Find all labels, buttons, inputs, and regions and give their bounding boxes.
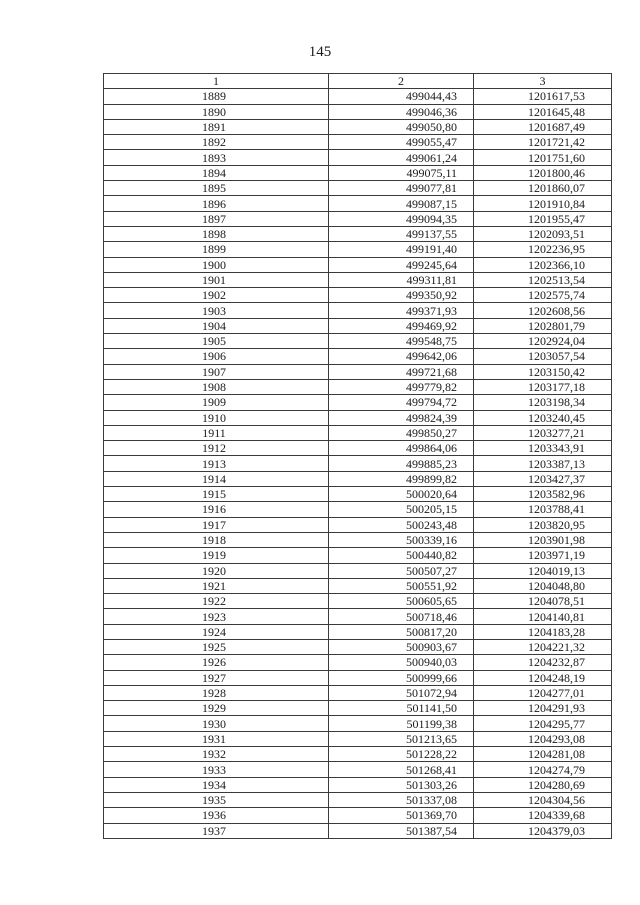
point-number-cell: 1917 <box>104 517 329 532</box>
table-row <box>104 594 612 609</box>
y-coordinate-cell: 1201687,49 <box>474 119 612 134</box>
point-number-cell: 1931 <box>104 731 329 746</box>
table-row <box>104 762 612 777</box>
table-row <box>104 532 612 547</box>
point-number-cell: 1918 <box>104 532 329 547</box>
table-row <box>104 792 612 807</box>
point-number-cell: 1914 <box>104 471 329 486</box>
x-coordinate-cell: 500940,03 <box>329 655 474 670</box>
y-coordinate-cell: 1204304,56 <box>474 792 612 807</box>
y-coordinate-cell: 1203427,37 <box>474 471 612 486</box>
x-coordinate-cell: 501303,26 <box>329 777 474 792</box>
table-row <box>104 425 612 440</box>
y-coordinate-cell: 1204291,93 <box>474 701 612 716</box>
table-row <box>104 303 612 318</box>
y-coordinate-cell: 1204295,77 <box>474 716 612 731</box>
point-number-cell: 1892 <box>104 135 329 150</box>
x-coordinate-cell: 501337,08 <box>329 792 474 807</box>
y-coordinate-cell: 1203788,41 <box>474 502 612 517</box>
table-row <box>104 226 612 241</box>
y-coordinate-cell: 1204221,32 <box>474 639 612 654</box>
table-row <box>104 104 612 119</box>
table-row <box>104 181 612 196</box>
column-header-point-number: 1 <box>104 74 329 89</box>
x-coordinate-cell: 499469,92 <box>329 318 474 333</box>
y-coordinate-cell: 1204183,28 <box>474 624 612 639</box>
y-coordinate-cell: 1201617,53 <box>474 89 612 104</box>
y-coordinate-cell: 1201910,84 <box>474 196 612 211</box>
point-number-cell: 1895 <box>104 181 329 196</box>
table-row <box>104 288 612 303</box>
y-coordinate-cell: 1203343,91 <box>474 441 612 456</box>
x-coordinate-cell: 500999,66 <box>329 670 474 685</box>
y-coordinate-cell: 1202093,51 <box>474 226 612 241</box>
x-coordinate-cell: 501369,70 <box>329 808 474 823</box>
x-coordinate-cell: 499046,36 <box>329 104 474 119</box>
table-row <box>104 701 612 716</box>
table-row <box>104 747 612 762</box>
x-coordinate-cell: 500605,65 <box>329 594 474 609</box>
x-coordinate-cell: 500903,67 <box>329 639 474 654</box>
y-coordinate-cell: 1202801,79 <box>474 318 612 333</box>
point-number-cell: 1894 <box>104 165 329 180</box>
x-coordinate-cell: 500020,64 <box>329 487 474 502</box>
table-row <box>104 150 612 165</box>
table-row <box>104 165 612 180</box>
y-coordinate-cell: 1204281,08 <box>474 747 612 762</box>
y-coordinate-cell: 1203277,21 <box>474 425 612 440</box>
table-row <box>104 441 612 456</box>
y-coordinate-cell: 1204140,81 <box>474 609 612 624</box>
point-number-cell: 1901 <box>104 272 329 287</box>
point-number-cell: 1927 <box>104 670 329 685</box>
x-coordinate-cell: 501268,41 <box>329 762 474 777</box>
x-coordinate-cell: 500243,48 <box>329 517 474 532</box>
table-row <box>104 502 612 517</box>
point-number-cell: 1910 <box>104 410 329 425</box>
table-row <box>104 777 612 792</box>
y-coordinate-cell: 1202513,54 <box>474 272 612 287</box>
y-coordinate-cell: 1201751,60 <box>474 150 612 165</box>
y-coordinate-cell: 1203177,18 <box>474 379 612 394</box>
point-number-cell: 1889 <box>104 89 329 104</box>
table-row <box>104 364 612 379</box>
table-row <box>104 731 612 746</box>
x-coordinate-cell: 499137,55 <box>329 226 474 241</box>
x-coordinate-cell: 500339,16 <box>329 532 474 547</box>
table-row <box>104 349 612 364</box>
table-row <box>104 609 612 624</box>
table-row <box>104 655 612 670</box>
table-row <box>104 716 612 731</box>
point-number-cell: 1930 <box>104 716 329 731</box>
x-coordinate-cell: 499055,47 <box>329 135 474 150</box>
x-coordinate-cell: 499050,80 <box>329 119 474 134</box>
point-number-cell: 1907 <box>104 364 329 379</box>
table-row <box>104 196 612 211</box>
point-number-cell: 1890 <box>104 104 329 119</box>
point-number-cell: 1905 <box>104 334 329 349</box>
point-number-cell: 1902 <box>104 288 329 303</box>
table-row <box>104 257 612 272</box>
page-number: 145 <box>308 44 332 60</box>
point-number-cell: 1935 <box>104 792 329 807</box>
y-coordinate-cell: 1202366,10 <box>474 257 612 272</box>
point-number-cell: 1936 <box>104 808 329 823</box>
table-row <box>104 808 612 823</box>
point-number-cell: 1915 <box>104 487 329 502</box>
coordinates-table <box>103 73 612 839</box>
x-coordinate-cell: 500205,15 <box>329 502 474 517</box>
x-coordinate-cell: 499311,81 <box>329 272 474 287</box>
table-row <box>104 639 612 654</box>
x-coordinate-cell: 499075,11 <box>329 165 474 180</box>
table-row <box>104 119 612 134</box>
point-number-cell: 1925 <box>104 639 329 654</box>
point-number-cell: 1928 <box>104 685 329 700</box>
x-coordinate-cell: 499548,75 <box>329 334 474 349</box>
table-row <box>104 318 612 333</box>
point-number-cell: 1926 <box>104 655 329 670</box>
x-coordinate-cell: 500440,82 <box>329 548 474 563</box>
x-coordinate-cell: 499864,06 <box>329 441 474 456</box>
point-number-cell: 1922 <box>104 594 329 609</box>
y-coordinate-cell: 1202608,56 <box>474 303 612 318</box>
point-number-cell: 1924 <box>104 624 329 639</box>
x-coordinate-cell: 500817,20 <box>329 624 474 639</box>
x-coordinate-cell: 499371,93 <box>329 303 474 318</box>
x-coordinate-cell: 500507,27 <box>329 563 474 578</box>
y-coordinate-cell: 1202575,74 <box>474 288 612 303</box>
point-number-cell: 1929 <box>104 701 329 716</box>
point-number-cell: 1934 <box>104 777 329 792</box>
x-coordinate-cell: 499061,24 <box>329 150 474 165</box>
column-header-y: 3 <box>474 74 612 89</box>
table-row <box>104 685 612 700</box>
point-number-cell: 1916 <box>104 502 329 517</box>
point-number-cell: 1912 <box>104 441 329 456</box>
point-number-cell: 1900 <box>104 257 329 272</box>
y-coordinate-cell: 1204048,80 <box>474 578 612 593</box>
y-coordinate-cell: 1204379,03 <box>474 823 612 838</box>
y-coordinate-cell: 1204293,08 <box>474 731 612 746</box>
x-coordinate-cell: 499191,40 <box>329 242 474 257</box>
point-number-cell: 1913 <box>104 456 329 471</box>
table-row <box>104 272 612 287</box>
point-number-cell: 1919 <box>104 548 329 563</box>
point-number-cell: 1933 <box>104 762 329 777</box>
point-number-cell: 1899 <box>104 242 329 257</box>
x-coordinate-cell: 501199,38 <box>329 716 474 731</box>
table-row <box>104 334 612 349</box>
point-number-cell: 1906 <box>104 349 329 364</box>
y-coordinate-cell: 1203150,42 <box>474 364 612 379</box>
y-coordinate-cell: 1204280,69 <box>474 777 612 792</box>
x-coordinate-cell: 499245,64 <box>329 257 474 272</box>
x-coordinate-cell: 499721,68 <box>329 364 474 379</box>
x-coordinate-cell: 499779,82 <box>329 379 474 394</box>
table-row <box>104 517 612 532</box>
table-row <box>104 211 612 226</box>
point-number-cell: 1898 <box>104 226 329 241</box>
x-coordinate-cell: 499899,82 <box>329 471 474 486</box>
point-number-cell: 1932 <box>104 747 329 762</box>
table-row <box>104 410 612 425</box>
x-coordinate-cell: 500551,92 <box>329 578 474 593</box>
point-number-cell: 1897 <box>104 211 329 226</box>
y-coordinate-cell: 1203820,95 <box>474 517 612 532</box>
column-header-x: 2 <box>329 74 474 89</box>
y-coordinate-cell: 1203198,34 <box>474 395 612 410</box>
x-coordinate-cell: 501141,50 <box>329 701 474 716</box>
y-coordinate-cell: 1203057,54 <box>474 349 612 364</box>
table-row <box>104 624 612 639</box>
table-row <box>104 379 612 394</box>
y-coordinate-cell: 1201800,46 <box>474 165 612 180</box>
table-row <box>104 548 612 563</box>
table-row <box>104 670 612 685</box>
table-row <box>104 823 612 838</box>
x-coordinate-cell: 499350,92 <box>329 288 474 303</box>
point-number-cell: 1920 <box>104 563 329 578</box>
table-row <box>104 456 612 471</box>
table-header-row <box>104 74 612 89</box>
x-coordinate-cell: 499885,23 <box>329 456 474 471</box>
x-coordinate-cell: 501228,22 <box>329 747 474 762</box>
table-row <box>104 242 612 257</box>
x-coordinate-cell: 499794,72 <box>329 395 474 410</box>
y-coordinate-cell: 1203971,19 <box>474 548 612 563</box>
y-coordinate-cell: 1202236,95 <box>474 242 612 257</box>
table-row <box>104 487 612 502</box>
point-number-cell: 1904 <box>104 318 329 333</box>
table-row <box>104 471 612 486</box>
x-coordinate-cell: 500718,46 <box>329 609 474 624</box>
x-coordinate-cell: 499077,81 <box>329 181 474 196</box>
x-coordinate-cell: 499642,06 <box>329 349 474 364</box>
y-coordinate-cell: 1204339,68 <box>474 808 612 823</box>
point-number-cell: 1903 <box>104 303 329 318</box>
y-coordinate-cell: 1203387,13 <box>474 456 612 471</box>
y-coordinate-cell: 1204078,51 <box>474 594 612 609</box>
point-number-cell: 1909 <box>104 395 329 410</box>
point-number-cell: 1893 <box>104 150 329 165</box>
x-coordinate-cell: 501072,94 <box>329 685 474 700</box>
y-coordinate-cell: 1203240,45 <box>474 410 612 425</box>
table-row <box>104 395 612 410</box>
x-coordinate-cell: 499824,39 <box>329 410 474 425</box>
table-row <box>104 135 612 150</box>
y-coordinate-cell: 1204248,19 <box>474 670 612 685</box>
y-coordinate-cell: 1203582,96 <box>474 487 612 502</box>
x-coordinate-cell: 499094,35 <box>329 211 474 226</box>
point-number-cell: 1908 <box>104 379 329 394</box>
y-coordinate-cell: 1204019,13 <box>474 563 612 578</box>
y-coordinate-cell: 1201860,07 <box>474 181 612 196</box>
y-coordinate-cell: 1201645,48 <box>474 104 612 119</box>
point-number-cell: 1896 <box>104 196 329 211</box>
y-coordinate-cell: 1204277,01 <box>474 685 612 700</box>
table-row <box>104 563 612 578</box>
x-coordinate-cell: 501213,65 <box>329 731 474 746</box>
y-coordinate-cell: 1203901,98 <box>474 532 612 547</box>
y-coordinate-cell: 1204274,79 <box>474 762 612 777</box>
point-number-cell: 1921 <box>104 578 329 593</box>
table-row <box>104 89 612 104</box>
x-coordinate-cell: 499087,15 <box>329 196 474 211</box>
y-coordinate-cell: 1201955,47 <box>474 211 612 226</box>
x-coordinate-cell: 499044,43 <box>329 89 474 104</box>
x-coordinate-cell: 501387,54 <box>329 823 474 838</box>
point-number-cell: 1911 <box>104 425 329 440</box>
x-coordinate-cell: 499850,27 <box>329 425 474 440</box>
table-row <box>104 578 612 593</box>
point-number-cell: 1937 <box>104 823 329 838</box>
y-coordinate-cell: 1201721,42 <box>474 135 612 150</box>
y-coordinate-cell: 1202924,04 <box>474 334 612 349</box>
y-coordinate-cell: 1204232,87 <box>474 655 612 670</box>
point-number-cell: 1923 <box>104 609 329 624</box>
table-body <box>104 89 612 839</box>
point-number-cell: 1891 <box>104 119 329 134</box>
